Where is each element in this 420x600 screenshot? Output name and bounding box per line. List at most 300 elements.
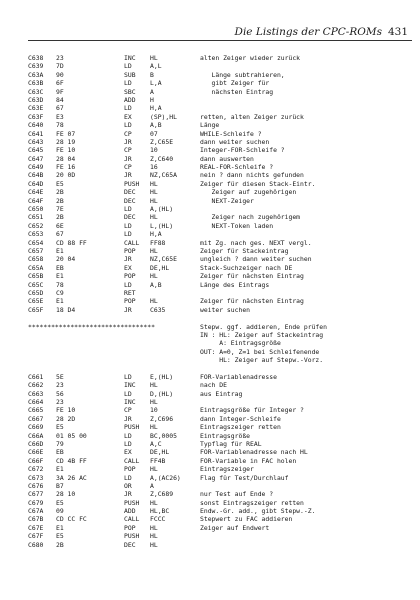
line-mnemonic: PUSH xyxy=(124,179,140,188)
listing-line xyxy=(28,532,418,540)
line-comment: nein ? dann nichts gefunden xyxy=(200,171,304,180)
listing-line xyxy=(28,448,418,456)
line-mnemonic: INC xyxy=(124,381,136,390)
line-address: C665 xyxy=(28,406,44,415)
header-rule xyxy=(28,40,412,41)
line-mnemonic: LD xyxy=(124,473,132,482)
line-address: C657 xyxy=(28,246,44,255)
line-bytes: 7E xyxy=(56,205,64,214)
line-bytes: 28 2D xyxy=(56,414,76,423)
running-title: Die Listings der CPC-ROMs xyxy=(234,26,382,38)
line-comment: HL: Zeiger auf Stepw.-Vorz. xyxy=(200,356,324,365)
listing-line xyxy=(28,339,418,347)
line-bytes: 67 xyxy=(56,104,64,113)
line-bytes: 20 04 xyxy=(56,255,76,264)
line-address: C66D xyxy=(28,439,44,448)
line-address: C65B xyxy=(28,272,44,281)
listing-line xyxy=(28,113,418,121)
line-comment: nach DE xyxy=(200,381,227,390)
line-operand: HL xyxy=(150,465,158,474)
line-address: C647 xyxy=(28,154,44,163)
line-bytes: E5 xyxy=(56,498,64,507)
line-mnemonic: RET xyxy=(124,288,136,297)
line-mnemonic: EX xyxy=(124,448,132,457)
listing-line xyxy=(28,390,418,398)
listing-line xyxy=(28,79,418,87)
line-bytes: E1 xyxy=(56,272,64,281)
line-comment: gibt Zeiger für xyxy=(200,79,270,88)
line-address: C64E xyxy=(28,188,44,197)
listing-line xyxy=(28,474,418,482)
line-address: C65E xyxy=(28,297,44,306)
listing-line xyxy=(28,331,418,339)
line-address: C661 xyxy=(28,372,44,381)
line-mnemonic: ADD xyxy=(124,95,136,104)
separator-stars: ********************************* xyxy=(28,322,155,331)
listing-line xyxy=(28,348,418,356)
listing-line xyxy=(28,163,418,171)
line-comment: Zeiger nach zugehörigem xyxy=(200,213,301,222)
line-address: C65D xyxy=(28,288,44,297)
line-mnemonic: CALL xyxy=(124,238,140,247)
line-bytes: 2B xyxy=(56,540,64,549)
line-address: C672 xyxy=(28,465,44,474)
line-bytes: E1 xyxy=(56,297,64,306)
line-bytes: 67 xyxy=(56,230,64,239)
line-bytes: 28 19 xyxy=(56,137,76,146)
line-bytes: B7 xyxy=(56,481,64,490)
line-address: C680 xyxy=(28,540,44,549)
line-address: C662 xyxy=(28,381,44,390)
line-bytes: E5 xyxy=(56,532,64,541)
line-address: C63E xyxy=(28,104,44,113)
line-operand: HL xyxy=(150,213,158,222)
line-address: C64F xyxy=(28,196,44,205)
listing-line xyxy=(28,515,418,523)
line-comment: nur Test auf Ende ? xyxy=(200,490,274,499)
listing-line xyxy=(28,432,418,440)
listing-line xyxy=(28,289,418,297)
line-operand: HL xyxy=(150,196,158,205)
line-address: C654 xyxy=(28,238,44,247)
line-comment: A: Eintragsgröße xyxy=(200,339,281,348)
listing-line xyxy=(28,364,418,372)
line-operand: (SP),HL xyxy=(150,112,177,121)
line-comment: mit Zg. nach ges. NEXT vergl. xyxy=(200,238,312,247)
listing-line xyxy=(28,264,418,272)
line-address: C641 xyxy=(28,129,44,138)
line-operand: HL xyxy=(150,523,158,532)
line-address: C65F xyxy=(28,305,44,314)
line-operand: FF88 xyxy=(150,238,166,247)
page-header xyxy=(0,26,420,44)
line-bytes: E5 xyxy=(56,179,64,188)
listing-line xyxy=(28,213,418,221)
line-address: C63D xyxy=(28,95,44,104)
line-bytes: FE 10 xyxy=(56,146,76,155)
line-mnemonic: CALL xyxy=(124,456,140,465)
listing-line xyxy=(28,188,418,196)
line-operand: HL xyxy=(150,381,158,390)
line-mnemonic: PUSH xyxy=(124,498,140,507)
assembly-listing xyxy=(28,54,418,549)
line-address: C65C xyxy=(28,280,44,289)
line-mnemonic: INC xyxy=(124,398,136,407)
listing-line xyxy=(28,230,418,238)
line-mnemonic: LD xyxy=(124,79,132,88)
line-operand: E,(HL) xyxy=(150,372,174,381)
line-mnemonic: PUSH xyxy=(124,532,140,541)
listing-line xyxy=(28,373,418,381)
line-address: C669 xyxy=(28,423,44,432)
listing-line xyxy=(28,130,418,138)
line-bytes: 78 xyxy=(56,121,64,130)
line-bytes: FE 07 xyxy=(56,129,76,138)
listing-line xyxy=(28,62,418,70)
listing-line xyxy=(28,381,418,389)
line-mnemonic: EX xyxy=(124,263,132,272)
line-mnemonic: LD xyxy=(124,104,132,113)
line-bytes: 5E xyxy=(56,372,64,381)
line-operand: A xyxy=(150,87,154,96)
listing-line xyxy=(28,423,418,431)
line-bytes: 84 xyxy=(56,95,64,104)
line-operand: HL xyxy=(150,540,158,549)
line-operand: A,C xyxy=(150,439,162,448)
line-mnemonic: JR xyxy=(124,414,132,423)
line-operand: BC,0005 xyxy=(150,431,177,440)
line-mnemonic: SBC xyxy=(124,87,136,96)
line-mnemonic: POP xyxy=(124,272,136,281)
line-mnemonic: DEC xyxy=(124,213,136,222)
line-address: C667 xyxy=(28,414,44,423)
line-operand: HL,BC xyxy=(150,507,170,516)
listing-line xyxy=(28,457,418,465)
line-operand: 16 xyxy=(150,163,158,172)
line-bytes: 7D xyxy=(56,62,64,71)
line-address: C67A xyxy=(28,507,44,516)
listing-line xyxy=(28,297,418,305)
line-comment: Flag für Test/Durchlauf xyxy=(200,473,289,482)
line-bytes: 6F xyxy=(56,79,64,88)
line-mnemonic: ADD xyxy=(124,507,136,516)
listing-line xyxy=(28,356,418,364)
line-mnemonic: DEC xyxy=(124,188,136,197)
line-comment: OUT: A=0, Z=1 bei Schleifenende xyxy=(200,347,320,356)
line-operand: DE,HL xyxy=(150,448,170,457)
line-operand: 10 xyxy=(150,146,158,155)
line-mnemonic: JR xyxy=(124,171,132,180)
line-address: C63A xyxy=(28,70,44,79)
line-comment: Eintragszeiger retten xyxy=(200,423,281,432)
line-operand: C635 xyxy=(150,305,166,314)
line-bytes: 23 xyxy=(56,381,64,390)
line-operand: HL xyxy=(150,179,158,188)
line-operand: HL xyxy=(150,498,158,507)
line-operand: Z,C689 xyxy=(150,490,174,499)
line-comment: FOR-Variablenadresse nach HL xyxy=(200,448,308,457)
listing-line xyxy=(28,272,418,280)
line-comment: Endw.-Gr. add., gibt Stepw.-Z. xyxy=(200,507,316,516)
line-bytes: CD 88 FF xyxy=(56,238,87,247)
line-bytes: E1 xyxy=(56,523,64,532)
listing-line xyxy=(28,499,418,507)
line-mnemonic: POP xyxy=(124,523,136,532)
line-comment: dann auswerten xyxy=(200,154,254,163)
listing-line xyxy=(28,205,418,213)
line-operand: D,(HL) xyxy=(150,389,174,398)
listing-line xyxy=(28,146,418,154)
line-bytes: 78 xyxy=(56,280,64,289)
line-mnemonic: LD xyxy=(124,280,132,289)
line-mnemonic: POP xyxy=(124,465,136,474)
line-comment: Zeiger für nächsten Eintrag xyxy=(200,297,304,306)
listing-line xyxy=(28,524,418,532)
line-operand: 07 xyxy=(150,129,158,138)
listing-line xyxy=(28,306,418,314)
listing-line xyxy=(28,171,418,179)
line-bytes: 01 05 00 xyxy=(56,431,87,440)
line-operand: H,A xyxy=(150,104,162,113)
listing-line xyxy=(28,54,418,62)
line-mnemonic: LD xyxy=(124,230,132,239)
line-mnemonic: CP xyxy=(124,163,132,172)
line-address: C640 xyxy=(28,121,44,130)
line-mnemonic: JR xyxy=(124,137,132,146)
line-bytes: E3 xyxy=(56,112,64,121)
line-address: C653 xyxy=(28,230,44,239)
line-operand: A,(HL) xyxy=(150,205,174,214)
line-mnemonic: SUB xyxy=(124,70,136,79)
listing-line xyxy=(28,96,418,104)
line-bytes: FE 10 xyxy=(56,406,76,415)
line-comment: Eintragsgröße xyxy=(200,431,251,440)
line-address: C65A xyxy=(28,263,44,272)
line-address: C664 xyxy=(28,398,44,407)
line-address: C651 xyxy=(28,213,44,222)
line-bytes: 9F xyxy=(56,87,64,96)
line-address: C677 xyxy=(28,490,44,499)
line-comment: Stepw. ggf. addieren, Ende prüfen xyxy=(200,322,327,331)
line-address: C66A xyxy=(28,431,44,440)
line-operand: A,(AC26) xyxy=(150,473,181,482)
line-comment: Typflag für REAL xyxy=(200,439,262,448)
line-address: C67F xyxy=(28,532,44,541)
line-mnemonic: DEC xyxy=(124,196,136,205)
line-mnemonic: DEC xyxy=(124,540,136,549)
line-bytes: EB xyxy=(56,448,64,457)
line-mnemonic: POP xyxy=(124,297,136,306)
line-bytes: 23 xyxy=(56,398,64,407)
line-operand: H xyxy=(150,95,154,104)
line-address: C673 xyxy=(28,473,44,482)
line-mnemonic: LD xyxy=(124,221,132,230)
listing-line xyxy=(28,314,418,322)
line-operand: HL xyxy=(150,532,158,541)
line-comment: dann Integer-Schleife xyxy=(200,414,281,423)
line-operand: 10 xyxy=(150,406,158,415)
line-comment: Eintragsgröße für Integer ? xyxy=(200,406,304,415)
line-comment: Zeiger auf zugehörigen xyxy=(200,188,297,197)
line-address: C650 xyxy=(28,205,44,214)
line-operand: Z,C65E xyxy=(150,137,174,146)
line-address: C643 xyxy=(28,137,44,146)
line-bytes: CD CC FC xyxy=(56,515,87,524)
line-bytes: E1 xyxy=(56,465,64,474)
line-bytes: FE 16 xyxy=(56,163,76,172)
line-operand: A xyxy=(150,481,154,490)
line-mnemonic: EX xyxy=(124,112,132,121)
listing-line xyxy=(28,490,418,498)
line-address: C658 xyxy=(28,255,44,264)
line-mnemonic: LD xyxy=(124,205,132,214)
line-bytes: 28 10 xyxy=(56,490,76,499)
listing-line xyxy=(28,507,418,515)
line-mnemonic: POP xyxy=(124,246,136,255)
line-mnemonic: CP xyxy=(124,406,132,415)
line-operand: L,(HL) xyxy=(150,221,174,230)
listing-line xyxy=(28,239,418,247)
line-comment: aus Eintrag xyxy=(200,389,243,398)
listing-line xyxy=(28,406,418,414)
line-address: C638 xyxy=(28,54,44,62)
listing-line xyxy=(28,197,418,205)
line-mnemonic: JR xyxy=(124,305,132,314)
line-operand: H,A xyxy=(150,230,162,239)
line-mnemonic: LD xyxy=(124,121,132,130)
line-address: C64B xyxy=(28,171,44,180)
listing-line xyxy=(28,247,418,255)
line-mnemonic: JR xyxy=(124,154,132,163)
line-operand: Z,C696 xyxy=(150,414,174,423)
line-comment: FOR-Variablenadresse xyxy=(200,372,277,381)
line-comment: NEXT-Zeiger xyxy=(200,196,254,205)
line-comment: Zeiger für nächsten Eintrag xyxy=(200,272,304,281)
listing-line xyxy=(28,71,418,79)
line-operand: FF4B xyxy=(150,456,166,465)
line-comment: WHILE-Schleife ? xyxy=(200,129,262,138)
line-operand: HL xyxy=(150,188,158,197)
listing-line xyxy=(28,155,418,163)
line-mnemonic: CP xyxy=(124,146,132,155)
listing-line xyxy=(28,104,418,112)
line-mnemonic: PUSH xyxy=(124,423,140,432)
line-comment: Integer-FOR-Schleife ? xyxy=(200,146,285,155)
line-bytes: CD 4B FF xyxy=(56,456,87,465)
line-mnemonic: LD xyxy=(124,62,132,71)
line-mnemonic: LD xyxy=(124,389,132,398)
line-comment: Länge subtrahieren, xyxy=(200,70,285,79)
line-comment: nächsten Eintrag xyxy=(200,87,274,96)
line-comment: alten Zeiger wieder zurück xyxy=(200,54,301,62)
line-address: C66E xyxy=(28,448,44,457)
listing-line xyxy=(28,180,418,188)
line-bytes: 23 xyxy=(56,54,64,62)
line-address: C63B xyxy=(28,79,44,88)
line-comment: Zeiger für diesen Stack-Eintr. xyxy=(200,179,316,188)
line-operand: HL xyxy=(150,272,158,281)
line-bytes: 18 D4 xyxy=(56,305,76,314)
line-comment: Eintragszeiger xyxy=(200,465,254,474)
line-bytes: 20 0D xyxy=(56,171,76,180)
listing-line xyxy=(28,323,418,331)
listing-line xyxy=(28,415,418,423)
line-operand: DE,HL xyxy=(150,263,170,272)
listing-line xyxy=(28,482,418,490)
line-address: C66F xyxy=(28,456,44,465)
line-comment: ungleich ? dann weiter suchen xyxy=(200,255,312,264)
line-address: C649 xyxy=(28,163,44,172)
listing-line xyxy=(28,88,418,96)
line-operand: Z,C640 xyxy=(150,154,174,163)
listing-line xyxy=(28,541,418,549)
line-mnemonic: CP xyxy=(124,129,132,138)
line-bytes: 90 xyxy=(56,70,64,79)
line-comment: Zeiger für Stackeintrag xyxy=(200,246,289,255)
line-comment: NEXT-Token laden xyxy=(200,221,274,230)
line-bytes: 09 xyxy=(56,507,64,516)
line-bytes: E1 xyxy=(56,246,64,255)
line-comment: sonst Eintragszeiger retten xyxy=(200,498,304,507)
line-bytes: 56 xyxy=(56,389,64,398)
listing-line xyxy=(28,255,418,263)
page-number: 431 xyxy=(387,26,408,38)
line-bytes: 79 xyxy=(56,439,64,448)
line-mnemonic: LD xyxy=(124,439,132,448)
line-mnemonic: LD xyxy=(124,372,132,381)
line-comment: Länge des Eintrags xyxy=(200,280,270,289)
line-operand: A,L xyxy=(150,62,162,71)
line-mnemonic: INC xyxy=(124,54,136,62)
line-operand: FCCC xyxy=(150,515,166,524)
line-comment: weiter suchen xyxy=(200,305,251,314)
listing-line xyxy=(28,121,418,129)
line-mnemonic: JR xyxy=(124,255,132,264)
line-bytes: E5 xyxy=(56,423,64,432)
line-comment: dann weiter suchen xyxy=(200,137,270,146)
line-mnemonic: JR xyxy=(124,490,132,499)
line-operand: L,A xyxy=(150,79,162,88)
line-bytes: EB xyxy=(56,263,64,272)
line-address: C63F xyxy=(28,112,44,121)
line-bytes: 2B xyxy=(56,188,64,197)
line-comment: Länge xyxy=(200,121,220,130)
line-address: C639 xyxy=(28,62,44,71)
line-address: C645 xyxy=(28,146,44,155)
line-comment: Stack-Suchzeiger nach DE xyxy=(200,263,293,272)
line-operand: HL xyxy=(150,246,158,255)
line-operand: NZ,C65E xyxy=(150,255,177,264)
line-bytes: 6E xyxy=(56,221,64,230)
line-address: C67E xyxy=(28,523,44,532)
listing-line xyxy=(28,465,418,473)
line-bytes: 2B xyxy=(56,213,64,222)
line-mnemonic: LD xyxy=(124,431,132,440)
line-comment: Stepwert zu FAC addieren xyxy=(200,515,293,524)
listing-line xyxy=(28,440,418,448)
line-mnemonic: CALL xyxy=(124,515,140,524)
line-address: C679 xyxy=(28,498,44,507)
line-operand: A,B xyxy=(150,280,162,289)
line-operand: NZ,C65A xyxy=(150,171,177,180)
line-bytes: 3A 26 AC xyxy=(56,473,87,482)
line-operand: HL xyxy=(150,398,158,407)
line-address: C663 xyxy=(28,389,44,398)
line-operand: A,B xyxy=(150,121,162,130)
line-address: C64D xyxy=(28,179,44,188)
line-comment: FOR-Variable in FAC holen xyxy=(200,456,297,465)
line-bytes: 28 04 xyxy=(56,154,76,163)
